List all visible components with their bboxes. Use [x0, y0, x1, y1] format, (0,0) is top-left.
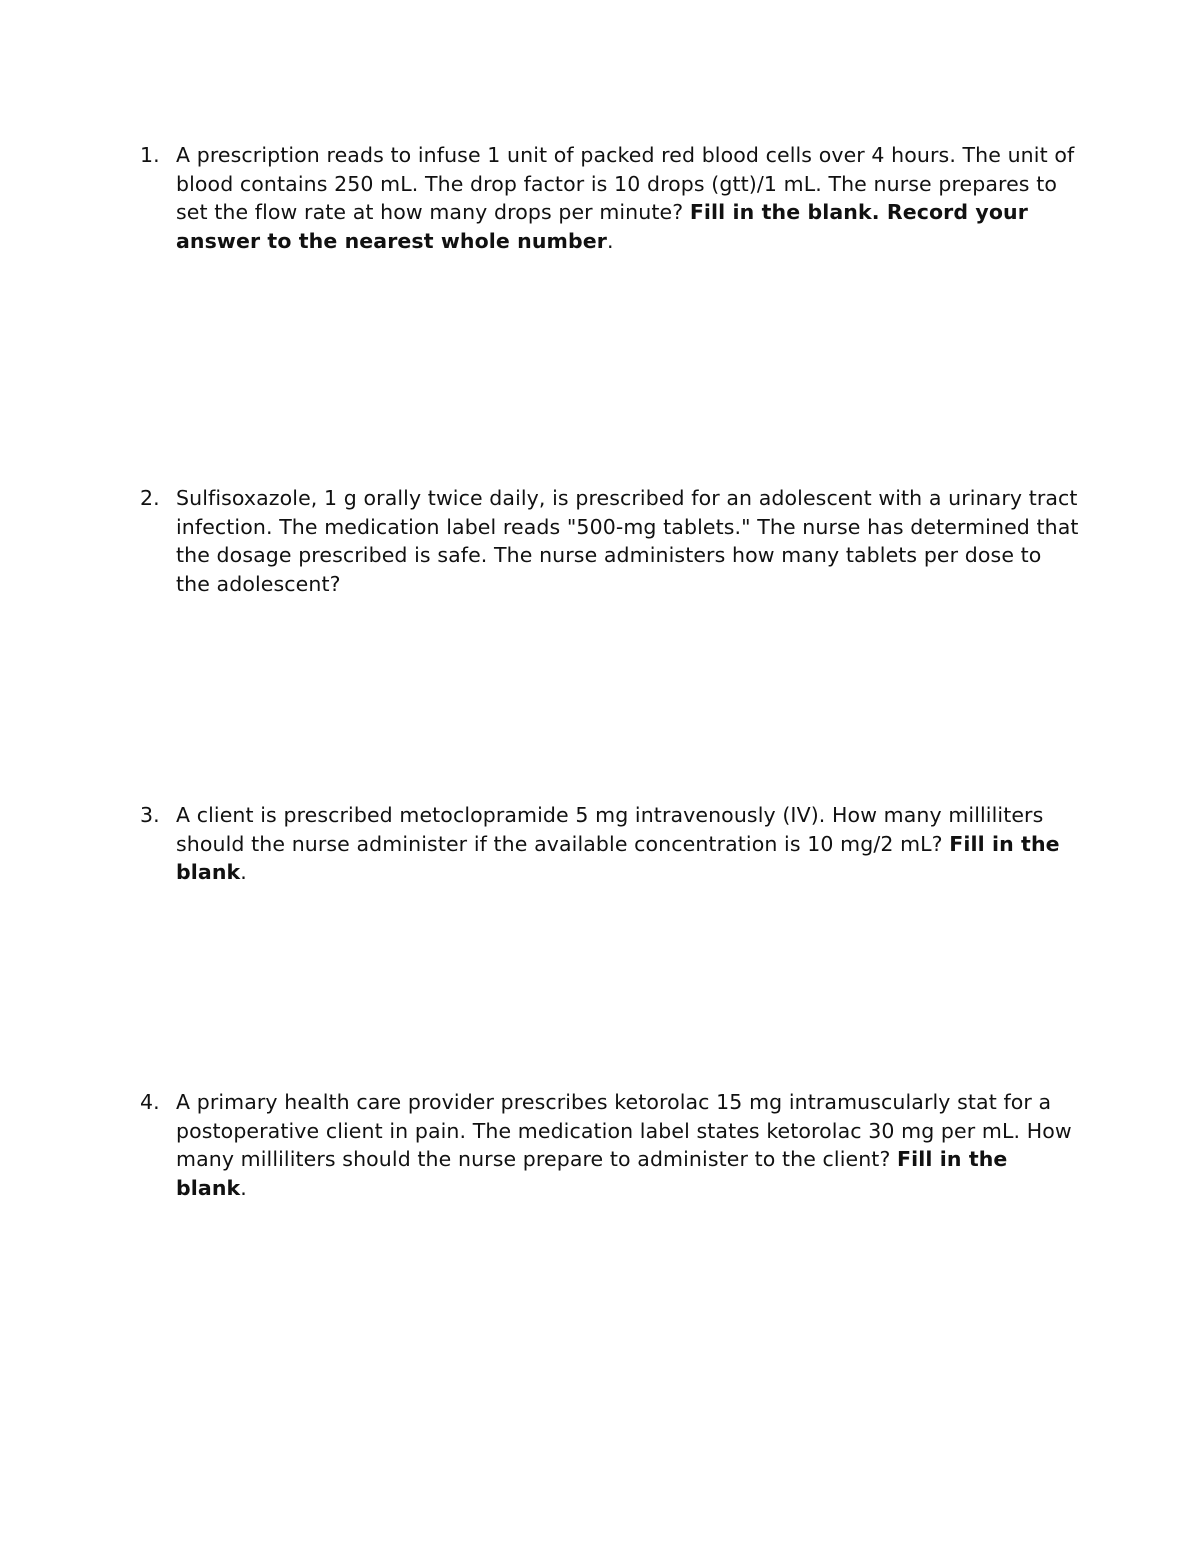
question-prompt: A client is prescribed metoclopramide 5 mg intravenously (IV). How many milliliters should the nurse administer if the available concentration is 10 mg/2 mL? [176, 803, 1044, 856]
question-tail: . [240, 860, 247, 885]
question-text [176, 801, 1080, 887]
question-3 [140, 801, 1080, 887]
question-number: 1. [140, 143, 160, 167]
question-prompt: A prescription reads to infuse 1 unit of packed red blood cells over 4 hours. The unit of blood contains 250 mL. The drop factor is 10 drops (gtt)/1 mL. The nurse prepares to set the flow rate at how many drops per minute? [176, 143, 1075, 225]
question-instruction: Fill in the blank. Record your answer to the nearest whole number [176, 200, 1028, 254]
question-2 [140, 484, 1080, 599]
question-text [176, 141, 1080, 256]
question-1 [140, 141, 1080, 256]
question-instruction: Fill in the blank [176, 1147, 1008, 1201]
question-text [176, 484, 1080, 599]
question-number: 4. [140, 1090, 160, 1114]
question-prompt: A primary health care provider prescribes ketorolac 15 mg intramuscularly stat for a postoperative client in pain. The medication label states ketorolac 30 mg per mL. How many milliliters should the nurse prepare to administer to the client? [176, 1090, 1072, 1172]
question-number: 2. [140, 486, 160, 510]
question-number: 3. [140, 803, 160, 827]
question-prompt: Sulfisoxazole, 1 g orally twice daily, is prescribed for an adolescent with a urinary tract infection. The medication label reads "500-mg tablets." The nurse has determined that the dosage prescribed is safe. The nurse administers how many tablets per dose to the adolescent? [176, 486, 1079, 597]
question-instruction: Fill in the blank [176, 831, 1060, 885]
question-4 [140, 1088, 1080, 1203]
question-tail: . [606, 229, 614, 254]
question-text [176, 1088, 1080, 1203]
question-tail: . [240, 1176, 247, 1201]
